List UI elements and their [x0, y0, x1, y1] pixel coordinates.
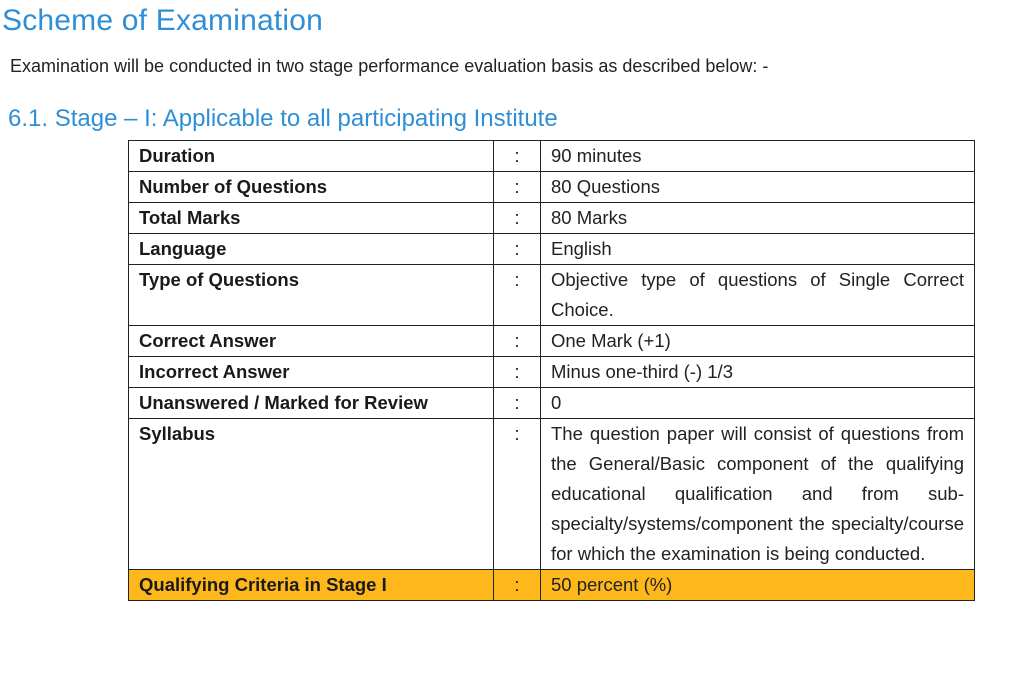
table-row-duration [129, 141, 975, 172]
row-label: Correct Answer [129, 326, 494, 357]
row-separator: : [494, 326, 541, 357]
row-separator: : [494, 234, 541, 265]
table-row-correct-answer [129, 326, 975, 357]
row-separator: : [494, 570, 541, 601]
table-row-number-of-questions [129, 172, 975, 203]
table-row-unanswered [129, 388, 975, 419]
table-row-total-marks [129, 203, 975, 234]
row-separator: : [494, 419, 541, 570]
row-separator: : [494, 265, 541, 326]
row-label: Incorrect Answer [129, 357, 494, 388]
section-heading: 6.1. Stage – I: Applicable to all participating Institute [8, 105, 558, 132]
row-separator: : [494, 388, 541, 419]
row-value: English [541, 234, 975, 265]
table-row-incorrect-answer [129, 357, 975, 388]
exam-scheme-table [128, 140, 975, 601]
row-value: The question paper will consist of questions from the General/Basic component of the qualifying educational qualification and from sub-specialty/systems/component the specialty/course for which the examination is being conducted. [541, 419, 975, 570]
table-row-language [129, 234, 975, 265]
table-row-qualifying-criteria [129, 570, 975, 601]
row-separator: : [494, 141, 541, 172]
table-row-type-of-questions [129, 265, 975, 326]
row-value: 90 minutes [541, 141, 975, 172]
row-value: 80 Questions [541, 172, 975, 203]
row-value: 80 Marks [541, 203, 975, 234]
row-label: Language [129, 234, 494, 265]
row-value: Minus one-third (-) 1/3 [541, 357, 975, 388]
row-label: Unanswered / Marked for Review [129, 388, 494, 419]
row-value: 0 [541, 388, 975, 419]
row-label: Syllabus [129, 419, 494, 570]
row-label: Qualifying Criteria in Stage I [129, 570, 494, 601]
intro-text: Examination will be conducted in two stage performance evaluation basis as described below: - [10, 56, 769, 76]
row-separator: : [494, 172, 541, 203]
row-value: Objective type of questions of Single Correct Choice. [541, 265, 975, 326]
row-separator: : [494, 203, 541, 234]
row-label: Type of Questions [129, 265, 494, 326]
row-label: Number of Questions [129, 172, 494, 203]
row-separator: : [494, 357, 541, 388]
row-value: One Mark (+1) [541, 326, 975, 357]
page-title: Scheme of Examination [2, 4, 324, 37]
table-row-syllabus [129, 419, 975, 570]
row-value: 50 percent (%) [541, 570, 975, 601]
row-label: Duration [129, 141, 494, 172]
row-label: Total Marks [129, 203, 494, 234]
